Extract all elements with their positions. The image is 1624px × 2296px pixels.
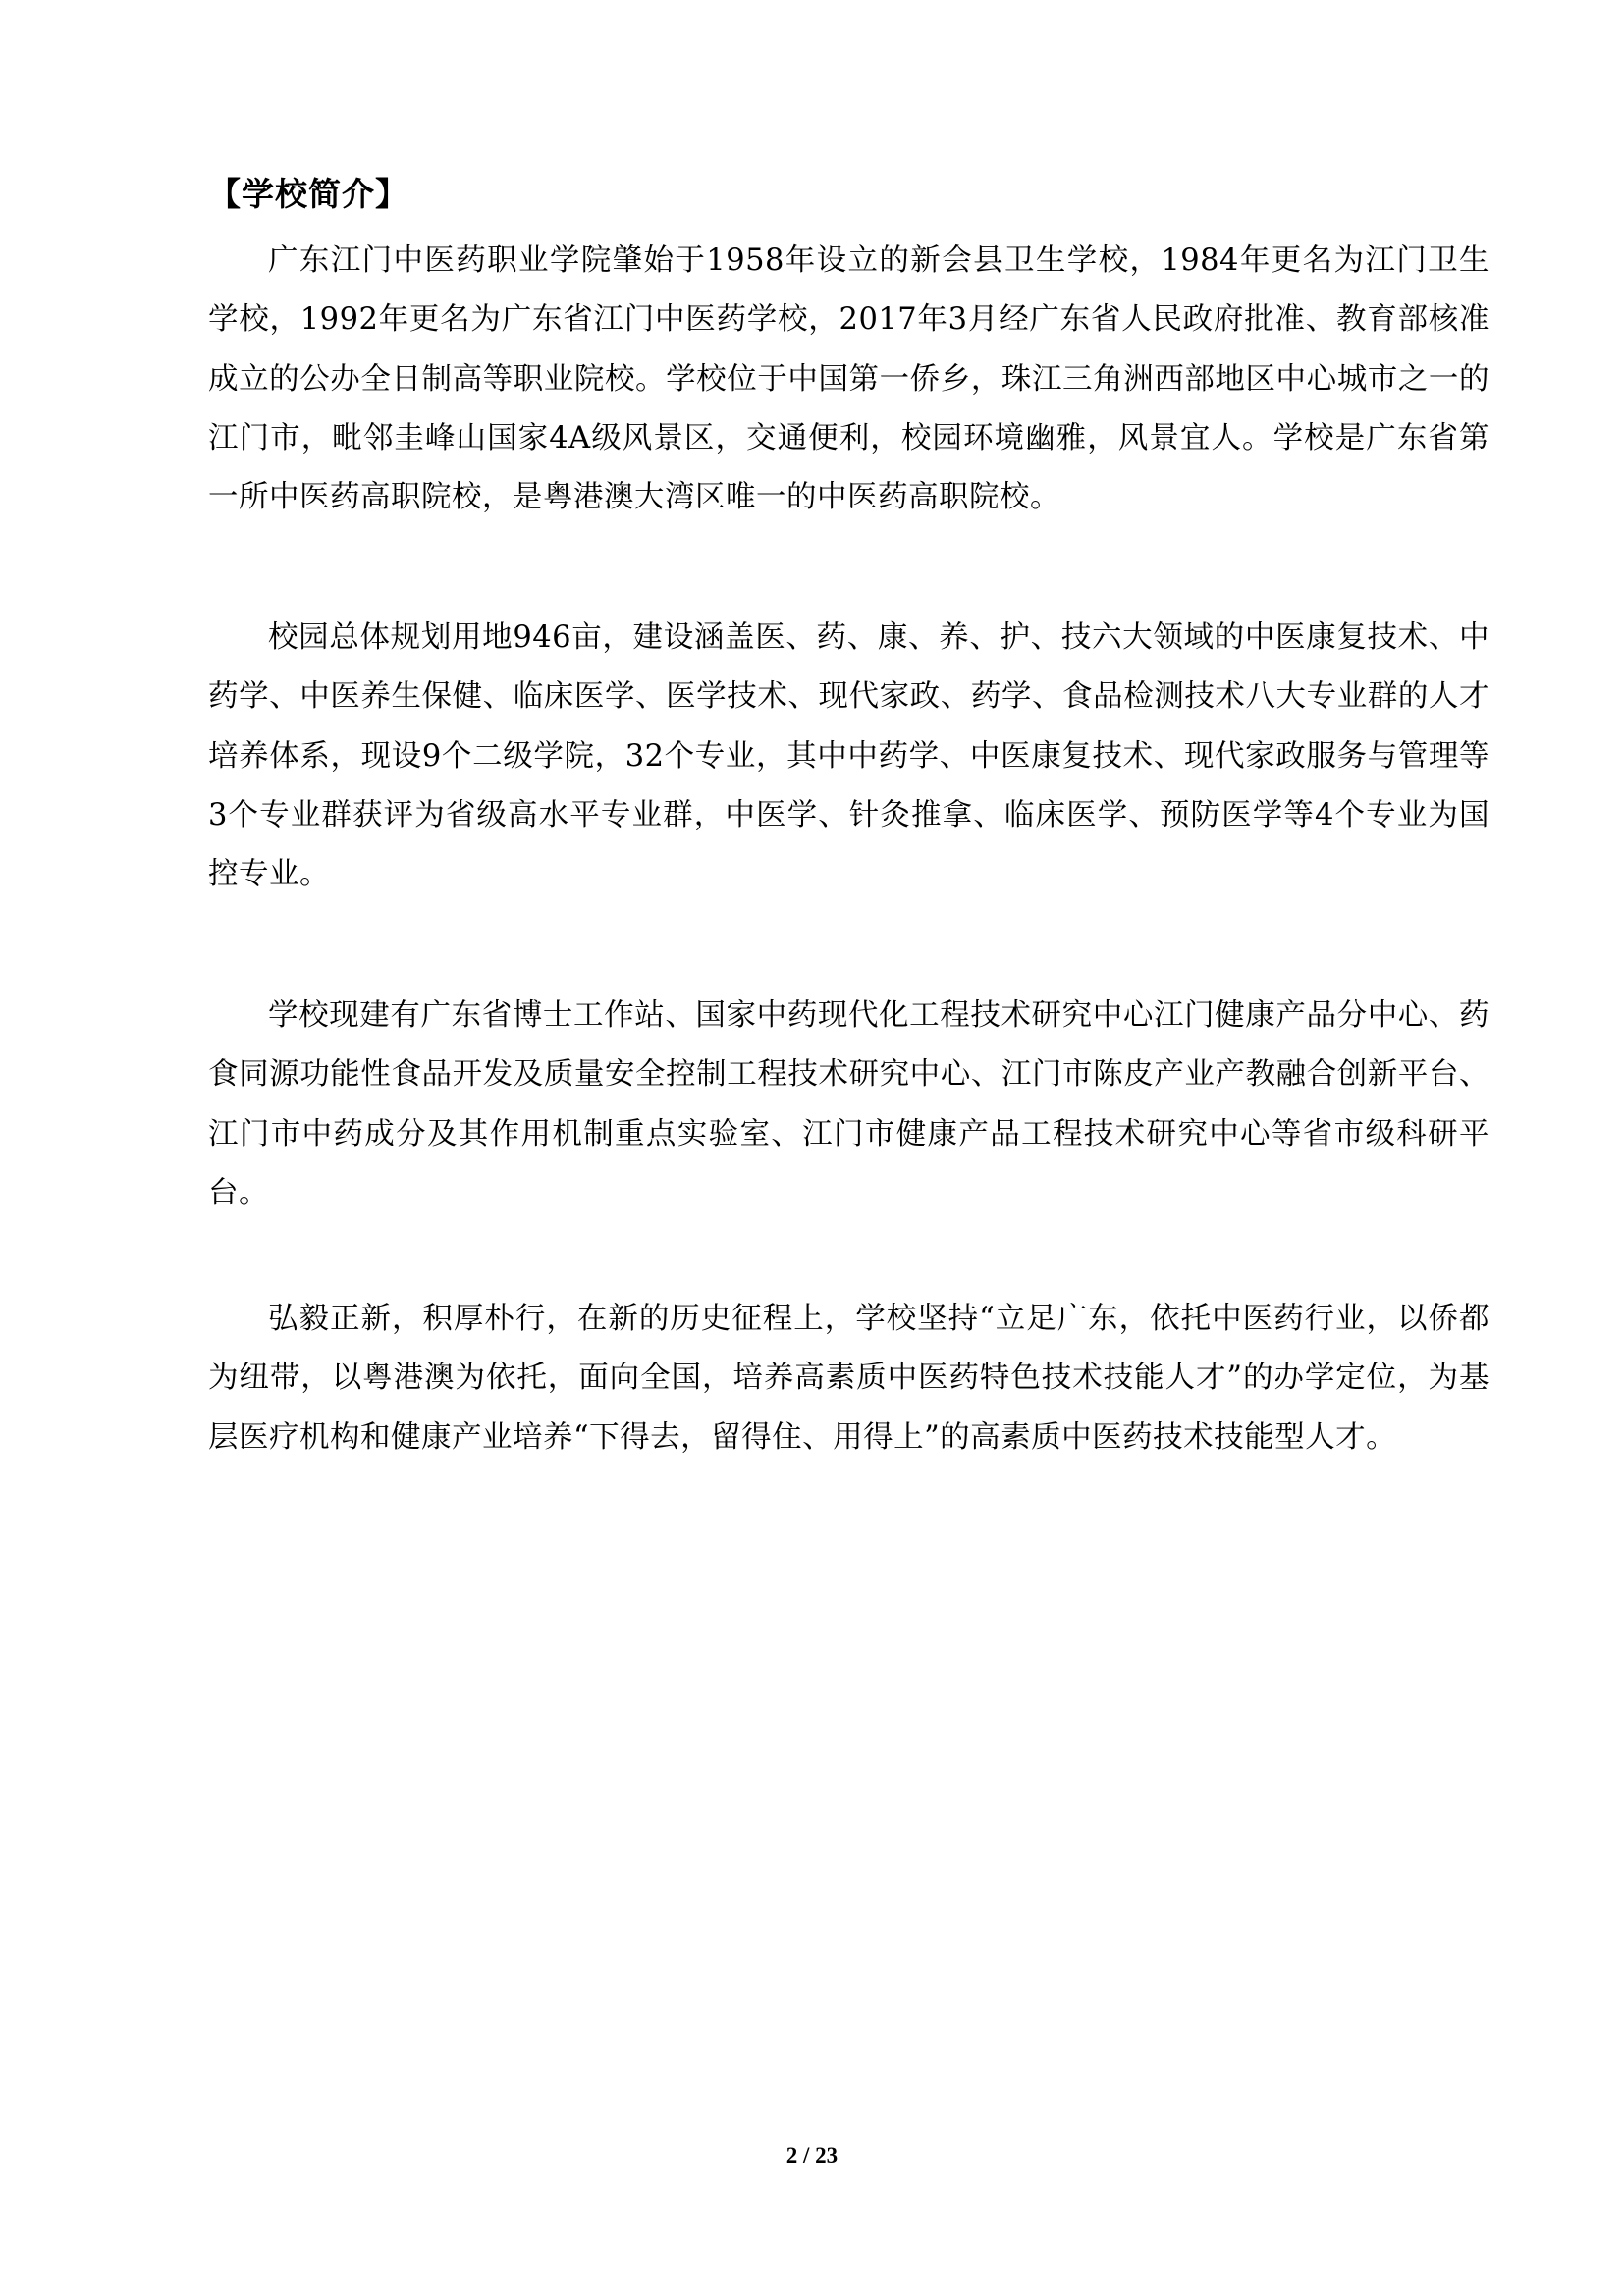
paragraph-research-platforms: 学校现建有广东省博士工作站、国家中药现代化工程技术研究中心江门健康产品分中心、药食同源功能性食品开发及质量安全控制工程技术研究中心、江门市陈皮产业产教融合创新平台、江门市中药成分及其作用机制重点实验室、江门市健康产品工程技术研究中心等省市级科研平台。 bbox=[208, 998, 1489, 1210]
section-heading: 【学校简介】 bbox=[208, 175, 408, 213]
paragraph-campus-majors: 校园总体规划用地946亩，建设涵盖医、药、康、养、护、技六大领域的中医康复技术、中药学、中医养生保健、临床医学、医学技术、现代家政、药学、食品检测技术八大专业群的人才培养体系，现设9个二级学院，32个专业，其中中药学、中医康复技术、现代家政服务与管理等3个专业群获评为省级高水平专业群，中医学、针灸推拿、临床医学、预防医学等4个专业为国控专业。 bbox=[208, 620, 1489, 892]
paragraph-history: 广东江门中医药职业学院肇始于1958年设立的新会县卫生学校，1984年更名为江门卫生学校，1992年更名为广东省江门中医药学校，2017年3月经广东省人民政府批准、教育部核准成立的公办全日制高等职业院校。学校位于中国第一侨乡，珠江三角洲西部地区中心城市之一的江门市，毗邻圭峰山国家4A级风景区，交通便利，校园环境幽雅，风景宜人。学校是广东省第一所中医药高职院校，是粤港澳大湾区唯一的中医药高职院校。 bbox=[208, 243, 1489, 515]
paragraph-mission: 弘毅正新，积厚朴行，在新的历史征程上，学校坚持“立足广东，依托中医药行业，以侨都为纽带，以粤港澳为依托，面向全国，培养高素质中医药特色技术技能人才”的办学定位，为基层医疗机构和健康产业培养“下得去，留得住、用得上”的高素质中医药技术技能型人才。 bbox=[208, 1302, 1489, 1455]
page-number: 2 / 23 bbox=[785, 2143, 839, 2167]
